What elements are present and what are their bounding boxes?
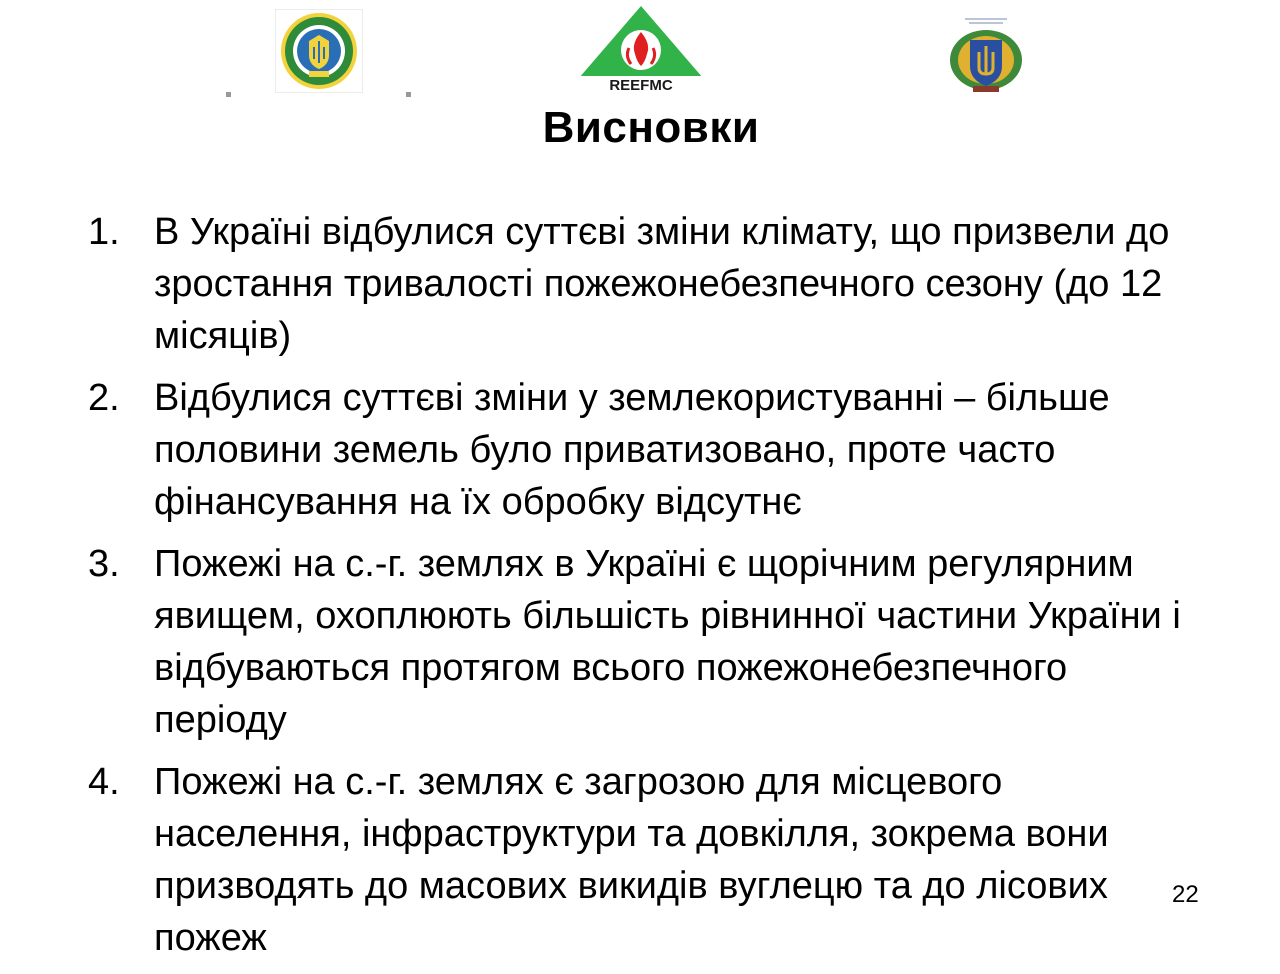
- conclusion-item-1: [88, 206, 1208, 362]
- conclusion-item-3: [88, 538, 1208, 746]
- conclusions-list: [88, 206, 1208, 974]
- conclusion-number: 4.: [88, 761, 120, 803]
- conclusion-text: Пожежі на с.-г. землях є загрозою для місцевого населення, інфраструктури та довкілля, зокрема вони призводять до масових викидів вуглецю та до лісових пожеж: [154, 761, 1109, 959]
- conclusion-number: 3.: [88, 543, 120, 585]
- conclusion-number: 2.: [88, 377, 120, 419]
- conclusion-number: 1.: [88, 211, 120, 253]
- page-number: 22: [1172, 881, 1199, 908]
- reefmc-logo-text: REEFMC: [609, 77, 673, 92]
- conclusion-text: Відбулися суттєві зміни у землекористуванні – більше половини земель було приватизовано, проте часто фінансування на їх обробку відсутнє: [154, 377, 1110, 523]
- conclusion-item-2: [88, 372, 1208, 528]
- reefmc-logo: [577, 4, 705, 92]
- university-emblem-logo: [275, 9, 363, 93]
- conclusion-text: В Україні відбулися суттєві зміни клімату, що призвели до зростання тривалості пожежонебезпечного сезону (до 12 місяців): [154, 211, 1170, 357]
- decorative-marks: [220, 92, 420, 100]
- conclusion-text: Пожежі на с.-г. землях в Україні є щорічним регулярним явищем, охоплюють більшість рівнинної частини України і відбуваються протягом всього пожежонебезпечного періоду: [154, 543, 1181, 741]
- slide-title: Висновки: [542, 103, 760, 152]
- conclusion-item-4: [88, 756, 1208, 964]
- ukraine-coat-of-arms-logo: [943, 16, 1029, 94]
